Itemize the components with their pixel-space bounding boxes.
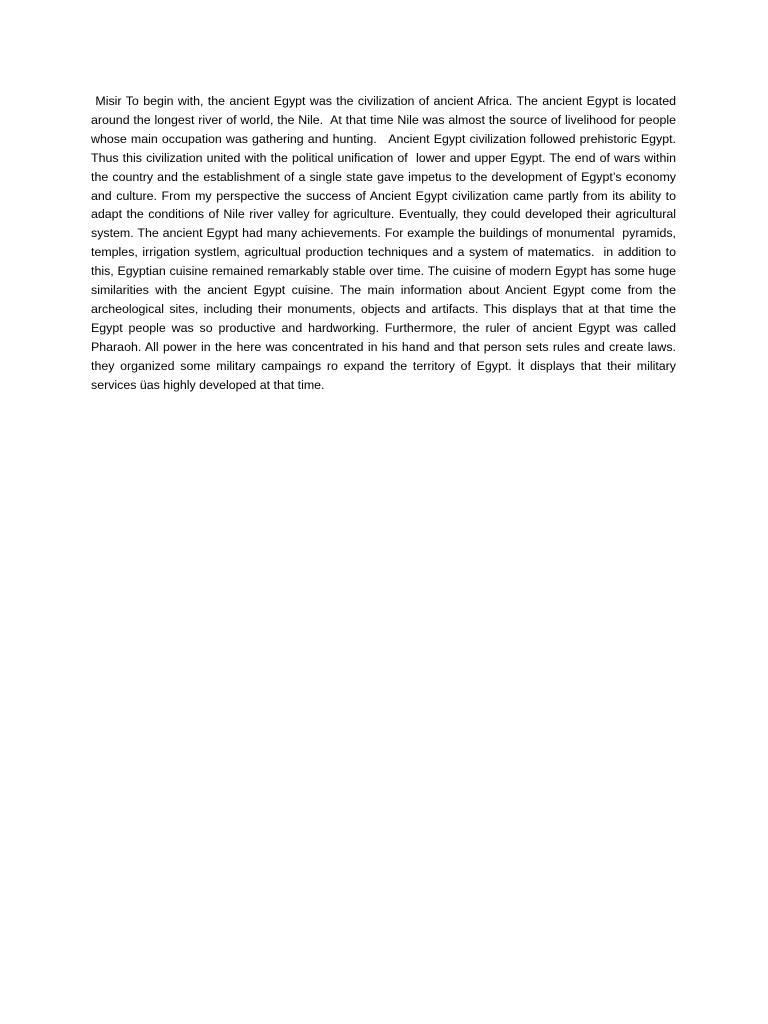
body-paragraph: Misir To begin with, the ancient Egypt was the civilization of ancient Africa. The ancient Egypt is located around the longest river of world, the Nile. At that time Nile was almost the source of livelihood for people whose main occupation was gathering and hunting. Ancient Egypt civilization followed prehistoric Egypt. Thus this civilization united with the political unification of lower and upper Egypt. The end of wars within the country and the establishment of a single state gave impetus to the development of Egypt’s economy and culture. From my perspective the success of Ancient Egypt civilization came partly from its ability to adapt the conditions of Nile river valley for agriculture. Eventually, they could developed their agricultural system. The ancient Egypt had many achievements. For example the buildings of monumental pyramids, temples, irrigation systlem, agricultual production techniques and a system of matematics. in addition to this, Egyptian cuisine remained remarkably stable over time. The cuisine of modern Egypt has some huge similarities with the ancient Egypt cuisine. The main information about Ancient Egypt come from the archeological sites, including their monuments, objects and artifacts. This displays that at that time the Egypt people was so productive and hardworking. Furthermore, the ruler of ancient Egypt was called Pharaoh. All power in the here was concentrated in his hand and that person sets rules and create laws. they organized some military campaings ro expand the territory of Egypt. İt displays that their military services üas highly developed at that time. — [91, 94, 680, 392]
